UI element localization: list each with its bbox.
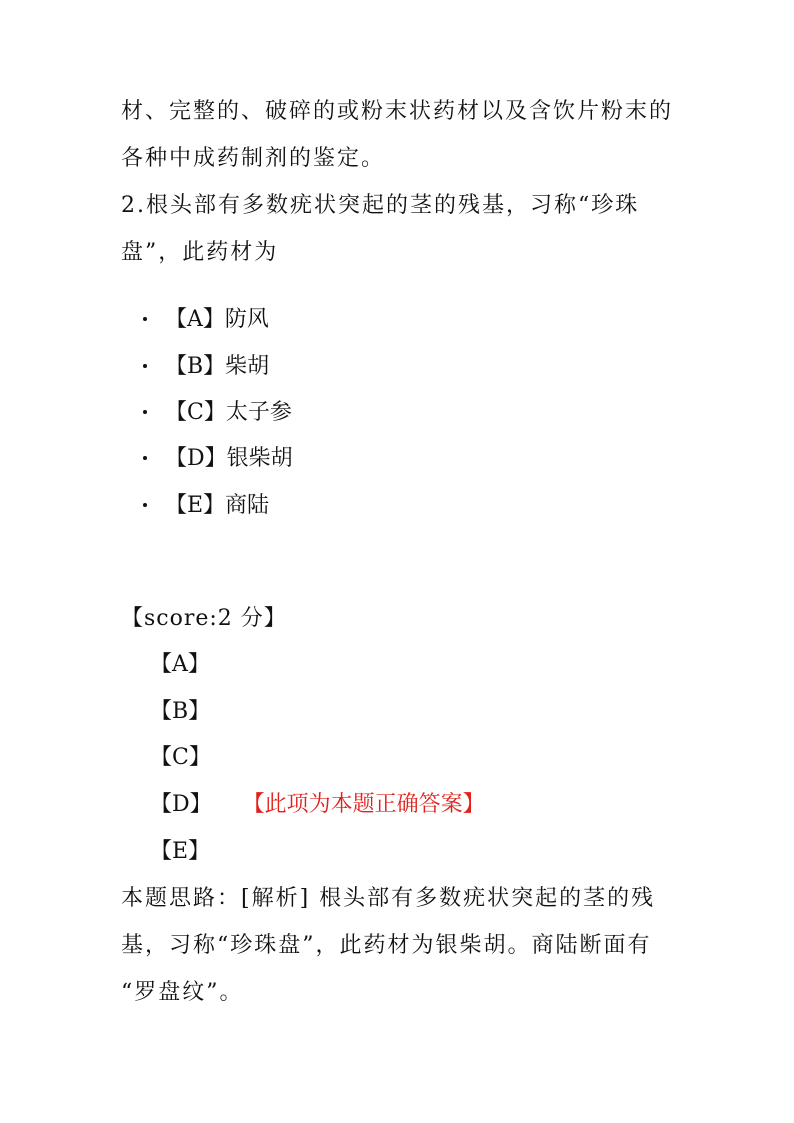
question-line-2: 盘”，此药材为 bbox=[121, 240, 279, 265]
answer-e: 【E】 bbox=[150, 839, 211, 864]
bullet-icon bbox=[143, 317, 147, 321]
correct-answer-marker: 【此项为本题正确答案】 bbox=[253, 792, 485, 817]
intro-line-2: 各种中成药制剂的鉴定。 bbox=[121, 146, 386, 171]
option-label: 【E】商陆 bbox=[165, 493, 270, 518]
option-label: 【C】太子参 bbox=[165, 400, 292, 425]
bullet-icon bbox=[143, 503, 147, 507]
intro-line-1: 材、完整的、破碎的或粉末状药材以及含饮片粉末的 bbox=[121, 99, 674, 124]
option-d bbox=[143, 444, 293, 474]
explanation-line-2: 基，习称“珍珠盘”，此药材为银柴胡。商陆断面有 bbox=[121, 933, 652, 958]
answer-d-row bbox=[150, 790, 485, 820]
option-c bbox=[143, 398, 292, 428]
explanation-line-1: 本题思路：[解析] 根头部有多数疣状突起的茎的残 bbox=[121, 886, 656, 911]
answer-d: 【D】 bbox=[150, 792, 212, 817]
answer-b: 【B】 bbox=[150, 699, 211, 724]
score-label: 【score:2 分】 bbox=[121, 606, 287, 631]
question-line-1: 2.根头部有多数疣状突起的茎的残基，习称“珍珠 bbox=[121, 193, 640, 218]
answer-c: 【C】 bbox=[150, 745, 211, 770]
option-b bbox=[143, 352, 269, 382]
bullet-icon bbox=[143, 456, 147, 460]
option-label: 【A】防风 bbox=[165, 307, 269, 332]
answer-a: 【A】 bbox=[150, 652, 210, 677]
option-e bbox=[143, 491, 269, 521]
bullet-icon bbox=[143, 364, 147, 368]
bullet-icon bbox=[143, 410, 147, 414]
option-a bbox=[143, 305, 269, 335]
explanation-line-3: “罗盘纹”。 bbox=[121, 980, 244, 1005]
option-label: 【D】银柴胡 bbox=[165, 446, 293, 471]
option-label: 【B】柴胡 bbox=[165, 354, 270, 379]
